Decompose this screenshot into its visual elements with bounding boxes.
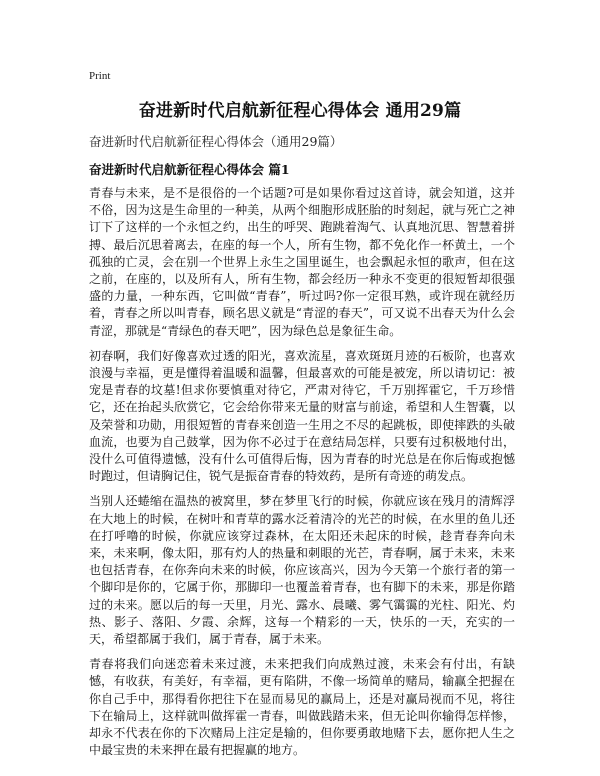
page-title: 奋进新时代启航新征程心得体会 通用29篇 <box>138 101 462 121</box>
paragraph-4: 青春将我们向迷恋着未来过渡，未来把我们向成熟过渡，未来会有付出，有缺憾，有收获，有美好，有幸福，更有陷阱，不像一场简单的赌局，输赢全把握在你自己手中，那得看你把往下在显而易见的赢局上，还是对赢局视而不见，将往下在输局上，这样就叫做挥霍一青春，叫做践踏未来，但无论叫你输得怎样惨，却永不代表在你的下次赌局上注定是输的，但你要勇敢地赌下去，愿你把人生之中最宝贵的未来押在最有把握赢的地方。 <box>89 657 515 758</box>
paragraph-2: 初春啊，我们好像喜欢过透的阳光，喜欢流星，喜欢斑斑月迹的石板阶，也喜欢浪漫与幸福，更是懂得着温暖和温馨，但最喜欢的可能是被宠，所以请切记：被宠是青春的坟墓!但求你要慎重对待它，严肃对待它，千万别挥霍它，千万珍惜它，还在抬起头欣赏它，它会给你带来无量的财富与前途，希望和人生智囊，以及荣誉和功勋，用很短暂的青春来创造一生用之不尽的起跳板，即使摔跌的头破血流，也要为自己鼓掌，因为你不必过于在意结局怎样，只要有过积极地付出，没什么可值得遗憾，没有什么可值得后悔，因为青春的时光总是在你后悔或抱憾时跑过，但请胸记住，锐气是振奋青春的特效药，是所有奇迹的萌发点。 <box>89 348 515 484</box>
paragraph-1: 青春与未来，是不是很俗的一个话题?可是如果你看过这首诗，就会知道，这并不俗，因为这是生命里的一种美，从两个细胞形成胚胎的时刻起，就与死亡之神订下了这样的一个永恒之约，出生的呼哭、跑跳着淘气、认真地沉思、智慧着拼搏、最后沉思着离去，在座的每一个人，所有生物，都不免化作一杯黄土，一个孤独的亡灵，会在别一个世界上永生之国里诞生，也会飘起永恒的歌声，但在这之前，在座的，以及所有人，所有生物，都会经历一种永不变更的很短暂却很强盛的力量，一种东西，它叫做“青春”，听过吗?你一定很耳熟，或许现在就经历着，青春之所以叫青春，顾名思义就是“青涩的春天”，可又说不出春天为什么会青涩，那就是“青绿色的春天吧”，因为绿色总是象征生命。 <box>89 186 515 338</box>
paragraph-3: 当别人还蜷缩在温热的被窝里，梦在梦里飞行的时候，你就应该在残月的清辉浮在大地上的时候，在树叶和青草的露水泛着清冷的光芒的时候，在水里的鱼儿还在打呼噜的时候，你就应该穿过森林，在太阳还未起床的时候，趁青春奔向未来，未来啊，像太阳，那有灼人的热量和刺眼的光芒，青春啊，属于未来，未来也包括青春，在你奔向未来的时候，你应该高兴，因为今天第一个旅行者的第一个脚印是你的，它属于你，那脚印一也覆盖着青春，也有脚下的未来，那是你踏过的未来。愿以后的每一天里，月光、露水、晨曦、雾气霭霭的光柱、阳光、灼热、影子、落阳、夕霞、余辉，这每一个精彩的一天，快乐的一天，充实的一天，希望都属于我们，属于青春，属于未来。 <box>89 494 515 647</box>
print-link[interactable]: Print <box>89 70 111 82</box>
section-heading: 奋进新时代启航新征程心得体会 篇1 <box>89 162 290 177</box>
document-subtitle: 奋进新时代启航新征程心得体会（通用29篇） <box>89 134 343 149</box>
article-body <box>89 185 515 768</box>
